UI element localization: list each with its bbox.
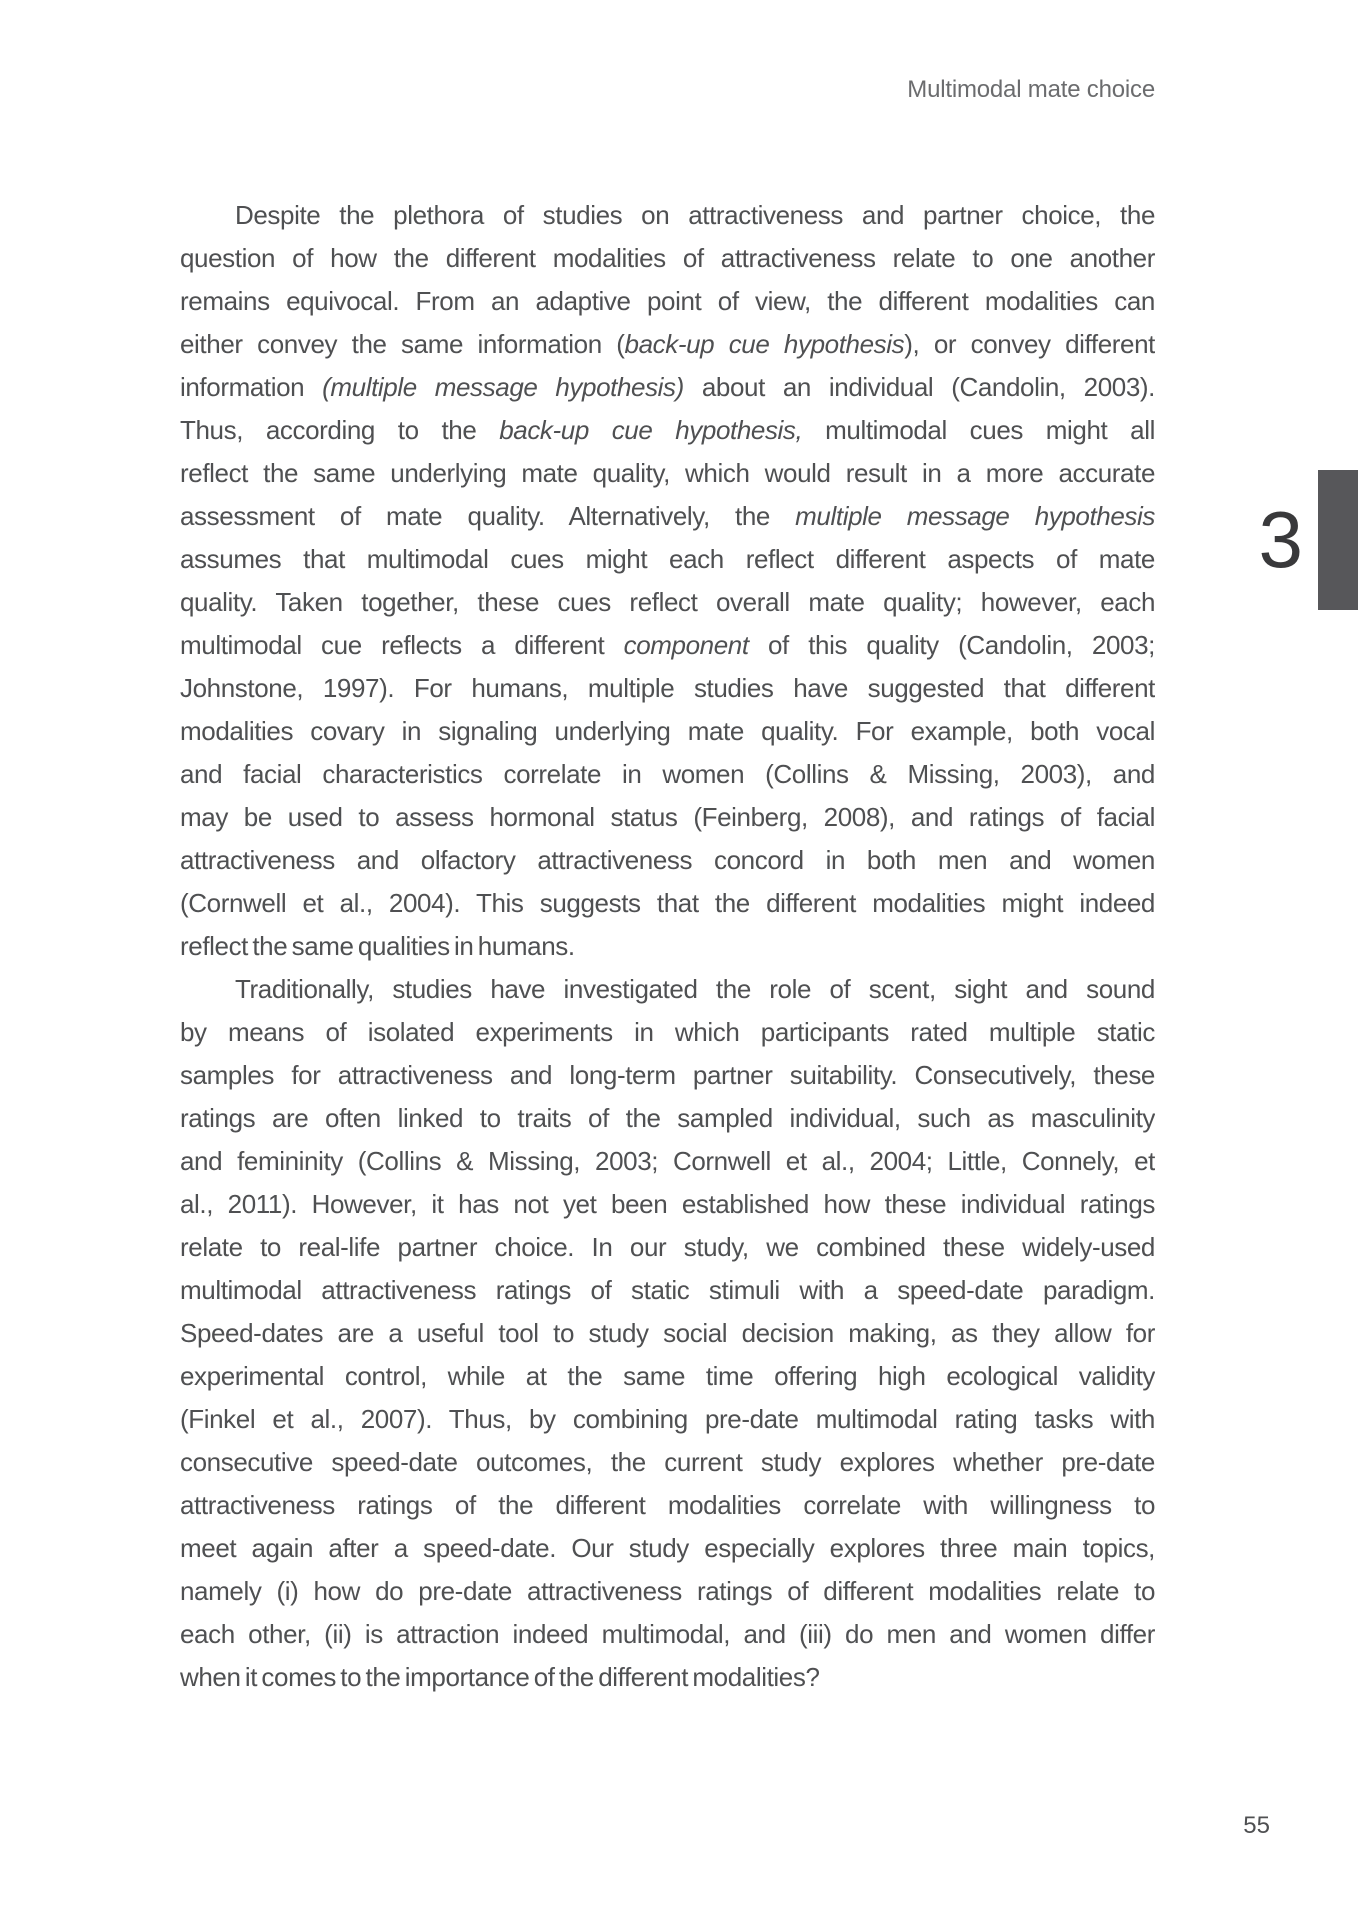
text-line: multimodal cue reflects a different component of this quality (Candolin, 2003; — [180, 630, 1155, 660]
text-line: attractiveness and olfactory attractiveness concord in both men and women — [180, 845, 1155, 875]
text-line: (Cornwell et al., 2004). This suggests that the different modalities might indeed — [180, 888, 1155, 918]
text-line: assumes that multimodal cues might each reflect different aspects of mate — [180, 544, 1155, 574]
text-line: al., 2011). However, it has not yet been established how these individual ratings — [180, 1189, 1155, 1219]
text-line: attractiveness ratings of the different modalities correlate with willingness to — [180, 1490, 1155, 1520]
text-line: ratings are often linked to traits of the sampled individual, such as masculinity — [180, 1103, 1155, 1133]
text-line: (Finkel et al., 2007). Thus, by combining pre-date multimodal rating tasks with — [180, 1404, 1155, 1434]
text-line: by means of isolated experiments in which participants rated multiple static — [180, 1017, 1155, 1047]
page-number: 55 — [1243, 1812, 1270, 1839]
text-line: information (multiple message hypothesis) about an individual (Candolin, 2003). — [180, 372, 1155, 402]
text-line: each other, (ii) is attraction indeed multimodal, and (iii) do men and women differ — [180, 1619, 1155, 1649]
text-line: either convey the same information (back-up cue hypothesis), or convey different — [180, 329, 1155, 359]
text-line: Traditionally, studies have investigated the role of scent, sight and sound — [235, 974, 1155, 1004]
text-line: remains equivocal. From an adaptive point of view, the different modalities can — [180, 286, 1155, 316]
text-line: assessment of mate quality. Alternatively, the multiple message hypothesis — [180, 501, 1155, 531]
text-line: Thus, according to the back-up cue hypothesis, multimodal cues might all — [180, 415, 1155, 445]
text-line: namely (i) how do pre-date attractiveness ratings of different modalities relate to — [180, 1576, 1155, 1606]
text-line: reflect the same qualities in humans. — [180, 931, 575, 961]
text-line: samples for attractiveness and long-term partner suitability. Consecutively, these — [180, 1060, 1155, 1090]
body-text — [180, 194, 1155, 1699]
text-line: Johnstone, 1997). For humans, multiple studies have suggested that different — [180, 673, 1155, 703]
text-line: quality. Taken together, these cues reflect overall mate quality; however, each — [180, 587, 1155, 617]
chapter-number: 3 — [1258, 495, 1303, 584]
text-line: and femininity (Collins & Missing, 2003; Cornwell et al., 2004; Little, Connely, et — [180, 1146, 1155, 1176]
text-line: meet again after a speed-date. Our study especially explores three main topics, — [180, 1533, 1155, 1563]
text-line: modalities covary in signaling underlying mate quality. For example, both vocal — [180, 716, 1155, 746]
text-line: and facial characteristics correlate in women (Collins & Missing, 2003), and — [180, 759, 1155, 789]
text-line: may be used to assess hormonal status (Feinberg, 2008), and ratings of facial — [180, 802, 1155, 832]
text-line: Despite the plethora of studies on attractiveness and partner choice, the — [235, 200, 1155, 230]
text-line: experimental control, while at the same time offering high ecological validity — [180, 1361, 1155, 1391]
text-line: when it comes to the importance of the different modalities? — [180, 1662, 820, 1692]
chapter-tab-bar — [1318, 470, 1358, 610]
text-line: relate to real-life partner choice. In our study, we combined these widely-used — [180, 1232, 1155, 1262]
text-line: reflect the same underlying mate quality, which would result in a more accurate — [180, 458, 1155, 488]
text-line: question of how the different modalities of attractiveness relate to one another — [180, 243, 1155, 273]
text-line: Speed-dates are a useful tool to study social decision making, as they allow for — [180, 1318, 1155, 1348]
text-line: multimodal attractiveness ratings of static stimuli with a speed-date paradigm. — [180, 1275, 1155, 1305]
text-line: consecutive speed-date outcomes, the current study explores whether pre-date — [180, 1447, 1155, 1477]
running-header: Multimodal mate choice — [907, 76, 1155, 103]
